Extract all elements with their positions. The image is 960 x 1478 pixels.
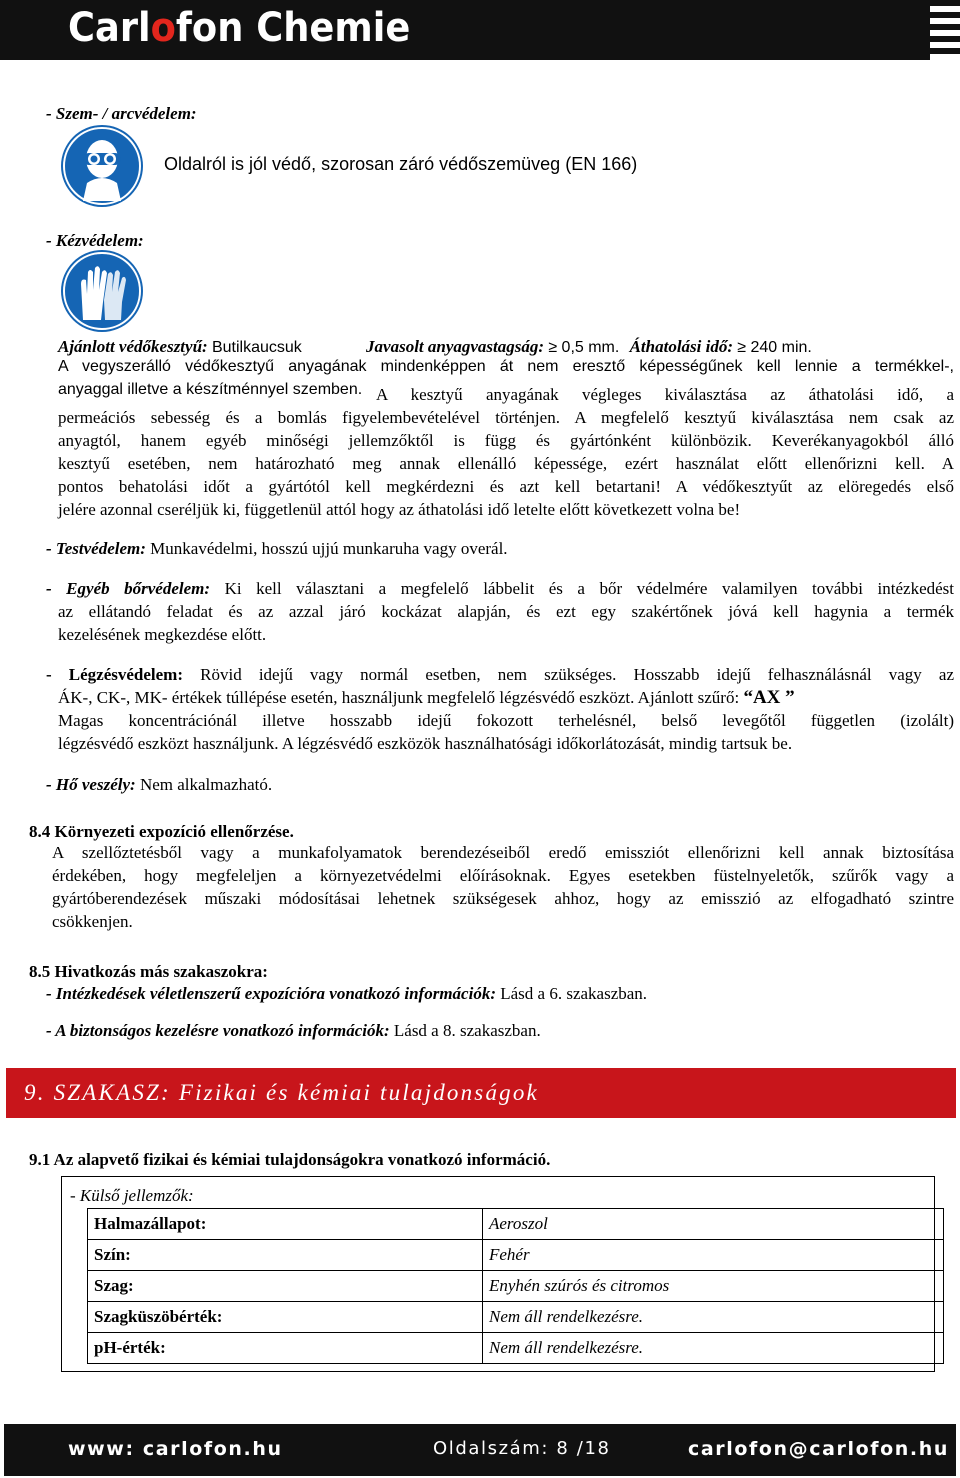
section-8-5-heading: 8.5 Hivatkozás más szakaszokra: <box>29 962 268 981</box>
footer-email-link[interactable]: carlofon@carlofon.hu <box>688 1438 950 1460</box>
section-8-5-ref-2: - A biztonságos kezelésre vonatkozó információk: Lásd a 8. szakaszban. <box>46 1021 541 1040</box>
glove-paragraph-serif: A kesztyű anyagának végleges kiválasztása az áthatolási idő, a permeációs sebesség és a bomlás figyelembevételével történjen. A megfelelő kesztyű kiválasztása nem csak az anyagtól, hanem egyéb minőségi jellemzőktől is függ és gyártónként különbözik. Keverékanyagokból álló kesztyű esetében, nem határozható meg annak ellenálló képessége, ezért használat előtt ellenőrizni kell. A pontos behatolási időt a gyártótól kell megkérdezni és azt kell betartani! A védőkesztyűt az elöregedés első jelére azonnal cseréljük ki, függetlenül attól hogy az áthatolási idő letelte előtt következett volna be! <box>58 385 954 519</box>
property-name: Szín: <box>88 1240 483 1271</box>
property-value: Nem áll rendelkezésre. <box>483 1302 944 1333</box>
body-protection-line: - Testvédelem: Munkavédelmi, hosszú ujjú munkaruha vagy overál. <box>46 539 508 558</box>
section-9-title: 9. SZAKASZ: Fizikai és kémiai tulajdonságok <box>24 1080 539 1105</box>
logo-stripes <box>930 0 960 60</box>
glove-paragraph-line2: anyaggal illetve a készítménnyel szemben. <box>58 381 363 398</box>
heat-hazard-line: - Hő veszély: Nem alkalmazható. <box>46 775 273 794</box>
eye-protection-heading: - Szem- / arcvédelem: <box>46 104 197 123</box>
glove-paragraph: A vegyszerálló védőkesztyű anyagának mindenképpen át nem eresztő képességűnek kell lennie a termékkel-, <box>58 358 954 375</box>
section-8-5-ref-1: - Intézkedések véletlenszerű expozícióra vonatkozó információk: Lásd a 6. szakaszban. <box>46 984 648 1003</box>
company-logo: Carlofon Chemie <box>68 5 411 51</box>
table-row <box>88 1209 944 1240</box>
footer-website-link[interactable]: www: carlofon.hu <box>68 1438 283 1460</box>
external-characteristics-label: - Külső jellemzők: <box>70 1186 194 1205</box>
eye-protection-text: Oldalról is jól védő, szorosan záró védőszemüveg (EN 166) <box>164 154 638 174</box>
property-value: Fehér <box>483 1240 944 1271</box>
property-name: pH-érték: <box>88 1333 483 1364</box>
section-8-4-heading: 8.4 Környezeti expozíció ellenőrzése. <box>29 822 294 841</box>
properties-table <box>87 1208 944 1364</box>
table-row <box>88 1333 944 1364</box>
table-row <box>88 1271 944 1302</box>
footer-page-number: Oldalszám: 8 /18 <box>433 1438 611 1459</box>
property-value: Enyhén szúrós és citromos <box>483 1271 944 1302</box>
property-name: Szag: <box>88 1271 483 1302</box>
protective-gloves-icon <box>61 250 143 332</box>
table-row <box>88 1302 944 1333</box>
table-row <box>88 1240 944 1271</box>
property-name: Szagküszöbérték: <box>88 1302 483 1333</box>
property-name: Halmazállapot: <box>88 1209 483 1240</box>
safety-goggles-icon <box>61 125 143 207</box>
property-value: Aeroszol <box>483 1209 944 1240</box>
skin-protection-paragraph: - Egyéb bőrvédelem: Ki kell választani a megfelelő lábbelit és a bőr védelmére valamilyen további intézkedést az ellátandó feladat és az azzal járó kockázat alapján, és ezt egy szakértőnek jóvá kell hagynia a termék kezelésének megkezdése előtt. <box>46 579 955 644</box>
section-9-1-heading: 9.1 Az alapvető fizikai és kémiai tulajdonságokra vonatkozó információ. <box>29 1150 551 1169</box>
property-value: Nem áll rendelkezésre. <box>483 1333 944 1364</box>
glove-recommendation-line: Ajánlott védőkesztyű: Butilkaucsuk Javasolt anyagvastagság: ≥ 0,5 mm. Áthatolási idő: ≥ 240 min. <box>58 337 812 356</box>
section-8-4-text: A szellőztetésből vagy a munkafolyamatok berendezéseiből eredő emissziót ellenőrizni kell annak biztosítása érdekében, hogy megfeleljen a környezetvédelmi előírásoknak. Egyes esetekben füstelnyeletők, szűrők vagy a gyártóberendezések műszaki módosításai lehetnek szükségesek ahhoz, hogy az emisszió az elfogadható szintre csökkenjen. <box>52 843 954 931</box>
hand-protection-heading: - Kézvédelem: <box>46 231 144 250</box>
respiratory-protection-paragraph: - Légzésvédelem: Rövid idejű vagy normál esetben, nem szükséges. Hosszabb idejű felhasználásnál vagy az ÁK-, CK-, MK- értékek túllépése esetén, használjunk megfelelő légzésvédő eszközt. Ajánlott szűrő: “AX ” Magas koncentrációnál illetve hosszabb idejű fokozott terhelésnél, belső levegőtől független (izolált) légzésvédő eszközt használjunk. A légzésvédő eszközök használhatósági időkorlátozását, mindig tartsuk be. <box>46 665 955 753</box>
